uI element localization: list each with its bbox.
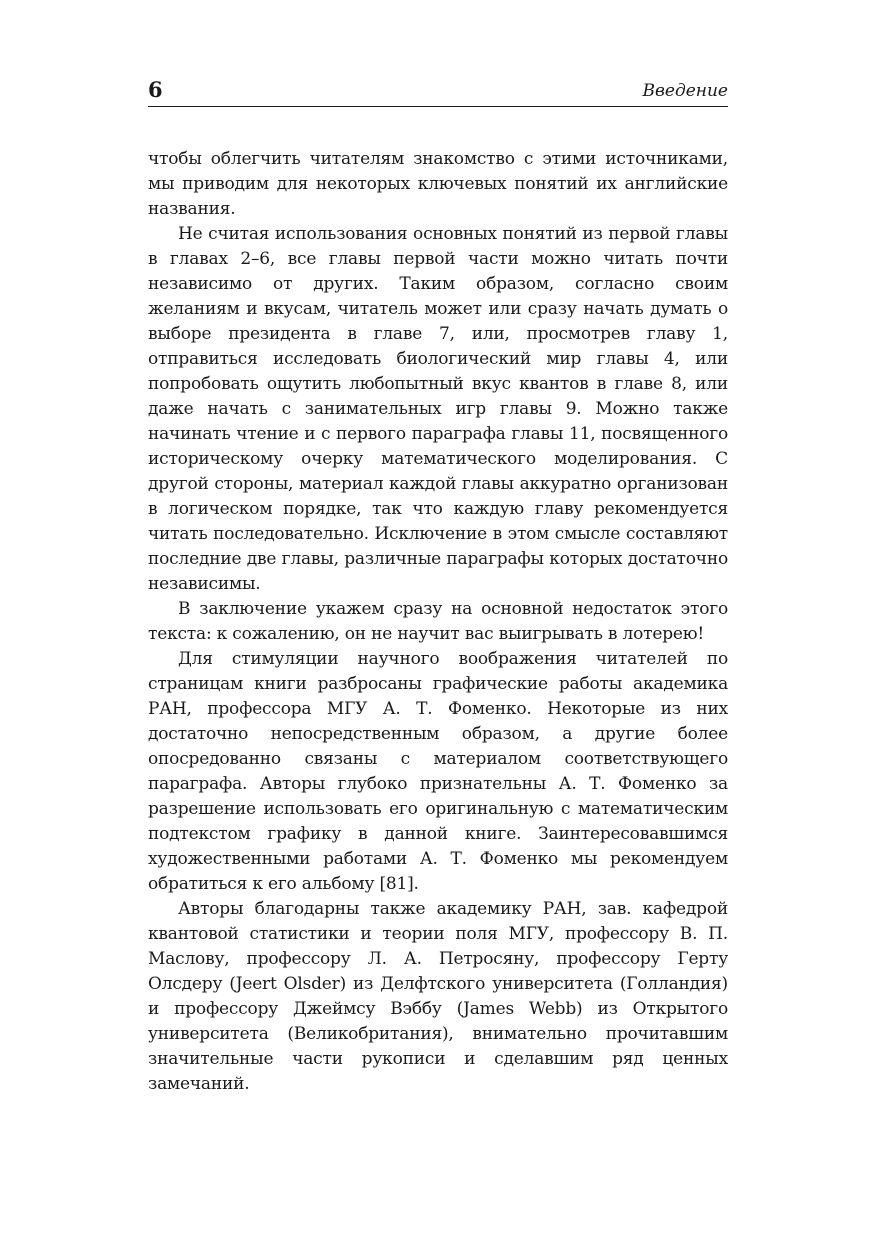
- paragraph-lottery-note: В заключение укажем сразу на основной недостаток этого текста: к сожалению, он не научит вас выигрывать в лотерею!: [148, 599, 728, 644]
- paragraph-chapter-independence: Не считая использования основных понятий из первой главы в главах 2–6, все главы первой части можно читать почти независимо от других. Таким образом, согласно своим желаниям и вкусам, читатель может или сразу начать думать о выборе президента в главе 7, или, просмотрев главу 1, отправиться исследовать биологический мир главы 4, или попробовать ощутить любопытный вкус квантов в главе 8, или даже начать с занимательных игр главы 9. Можно также начинать чтение и с первого параграфа главы 11, посвященного историческому очерку математического моделирования. С другой стороны, материал каждой главы аккуратно организован в логическом порядке, так что каждую главу рекомендуется читать последовательно. Исключение в этом смысле составляют последние две главы, различные параграфы которых достаточно независимы.: [148, 224, 728, 594]
- body-text: [148, 147, 728, 1097]
- paragraph-acknowledgements: Авторы благодарны также академику РАН, зав. кафедрой квантовой статистики и теории поля МГУ, профессору В. П. Маслову, профессору Л. А. Петросяну, профессору Герту Олсдеру (Jeert Olsder) из Делфтского университета (Голландия) и профессору Джеймсу Вэббу (James Webb) из Открытого университета (Великобритания), внимательно прочитавшим значительные части рукописи и сделавшим ряд ценных замечаний.: [148, 899, 728, 1094]
- paragraph-continuation: чтобы облегчить читателям знакомство с этими источниками, мы приводим для некоторых ключевых понятий их английские названия.: [148, 149, 728, 219]
- paragraph-fomenko-artwork: Для стимуляции научного воображения читателей по страницам книги разбросаны графические работы академика РАН, профессора МГУ А. Т. Фоменко. Некоторые из них достаточно непосредственным образом, а другие более опосредованно связаны с материалом соответствующего параграфа. Авторы глубоко признательны А. Т. Фоменко за разрешение использовать его оригинальную с математическим подтекстом графику в данной книге. Заинтересовавшимся художественными работами А. Т. Фоменко мы рекомендуем обратиться к его альбому [81].: [148, 649, 728, 894]
- chapter-title: Введение: [642, 81, 728, 101]
- page-number: 6: [148, 77, 163, 102]
- running-header: [148, 78, 728, 107]
- book-page: [148, 78, 728, 1097]
